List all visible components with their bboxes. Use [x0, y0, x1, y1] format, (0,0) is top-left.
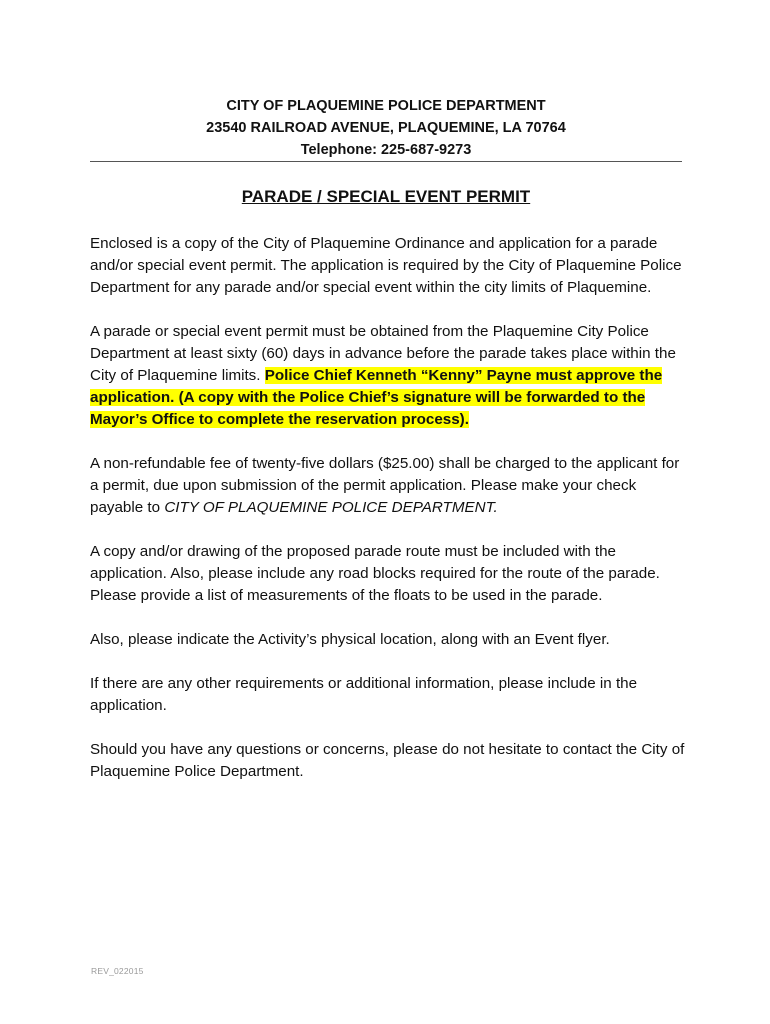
- paragraph-location: Also, please indicate the Activity’s physical location, along with an Event flyer.: [90, 631, 610, 648]
- document-title: PARADE / SPECIAL EVENT PERMIT: [241, 187, 531, 206]
- highlighted-approval-notice: Police Chief Kenneth “Kenny” Payne must approve the application. (A copy with the Police Chief’s signature will be forwarded to the Mayor’s Office to complete the reservation process).: [90, 367, 663, 428]
- advance-notice-text: A parade or special event permit must be obtained from the Plaquemine City Police Department at least sixty (60) days in advance before the parade takes place within the City of Plaquemine limits.: [90, 323, 676, 384]
- revision-code: REV_022015: [91, 966, 144, 976]
- paragraph-requirements: If there are any other requirements or additional information, please include in the application.: [90, 675, 638, 714]
- paragraph-fee: [90, 453, 686, 519]
- fee-text: A non-refundable fee of twenty-five dollars ($25.00) shall be charged to the applicant for a permit, due upon submission of the permit application. Please make your check payable to: [90, 455, 680, 516]
- letterhead: [90, 95, 682, 161]
- department-name: CITY OF PLAQUEMINE POLICE DEPARTMENT: [226, 98, 546, 114]
- payee-name: CITY OF PLAQUEMINE POLICE DEPARTMENT.: [164, 499, 498, 516]
- header-divider: [90, 161, 682, 162]
- department-address: 23540 RAILROAD AVENUE, PLAQUEMINE, LA 70764: [206, 120, 566, 136]
- paragraph-route: A copy and/or drawing of the proposed parade route must be included with the application. Also, please include any road blocks required for the route of the parade. Please provide a list of measurements of the floats to be used in the parade.: [90, 543, 660, 604]
- department-telephone: Telephone: 225-687-9273: [300, 142, 472, 158]
- paragraph-intro: Enclosed is a copy of the City of Plaquemine Ordinance and application for a parade and/or special event permit. The application is required by the City of Plaquemine Police Department for any parade and/or special event within the city limits of Plaquemine.: [90, 235, 682, 296]
- document-body: [90, 233, 686, 805]
- paragraph-contact: Should you have any questions or concerns, please do not hesitate to contact the City of Plaquemine Police Department.: [90, 741, 685, 780]
- paragraph-advance-notice: [90, 321, 686, 431]
